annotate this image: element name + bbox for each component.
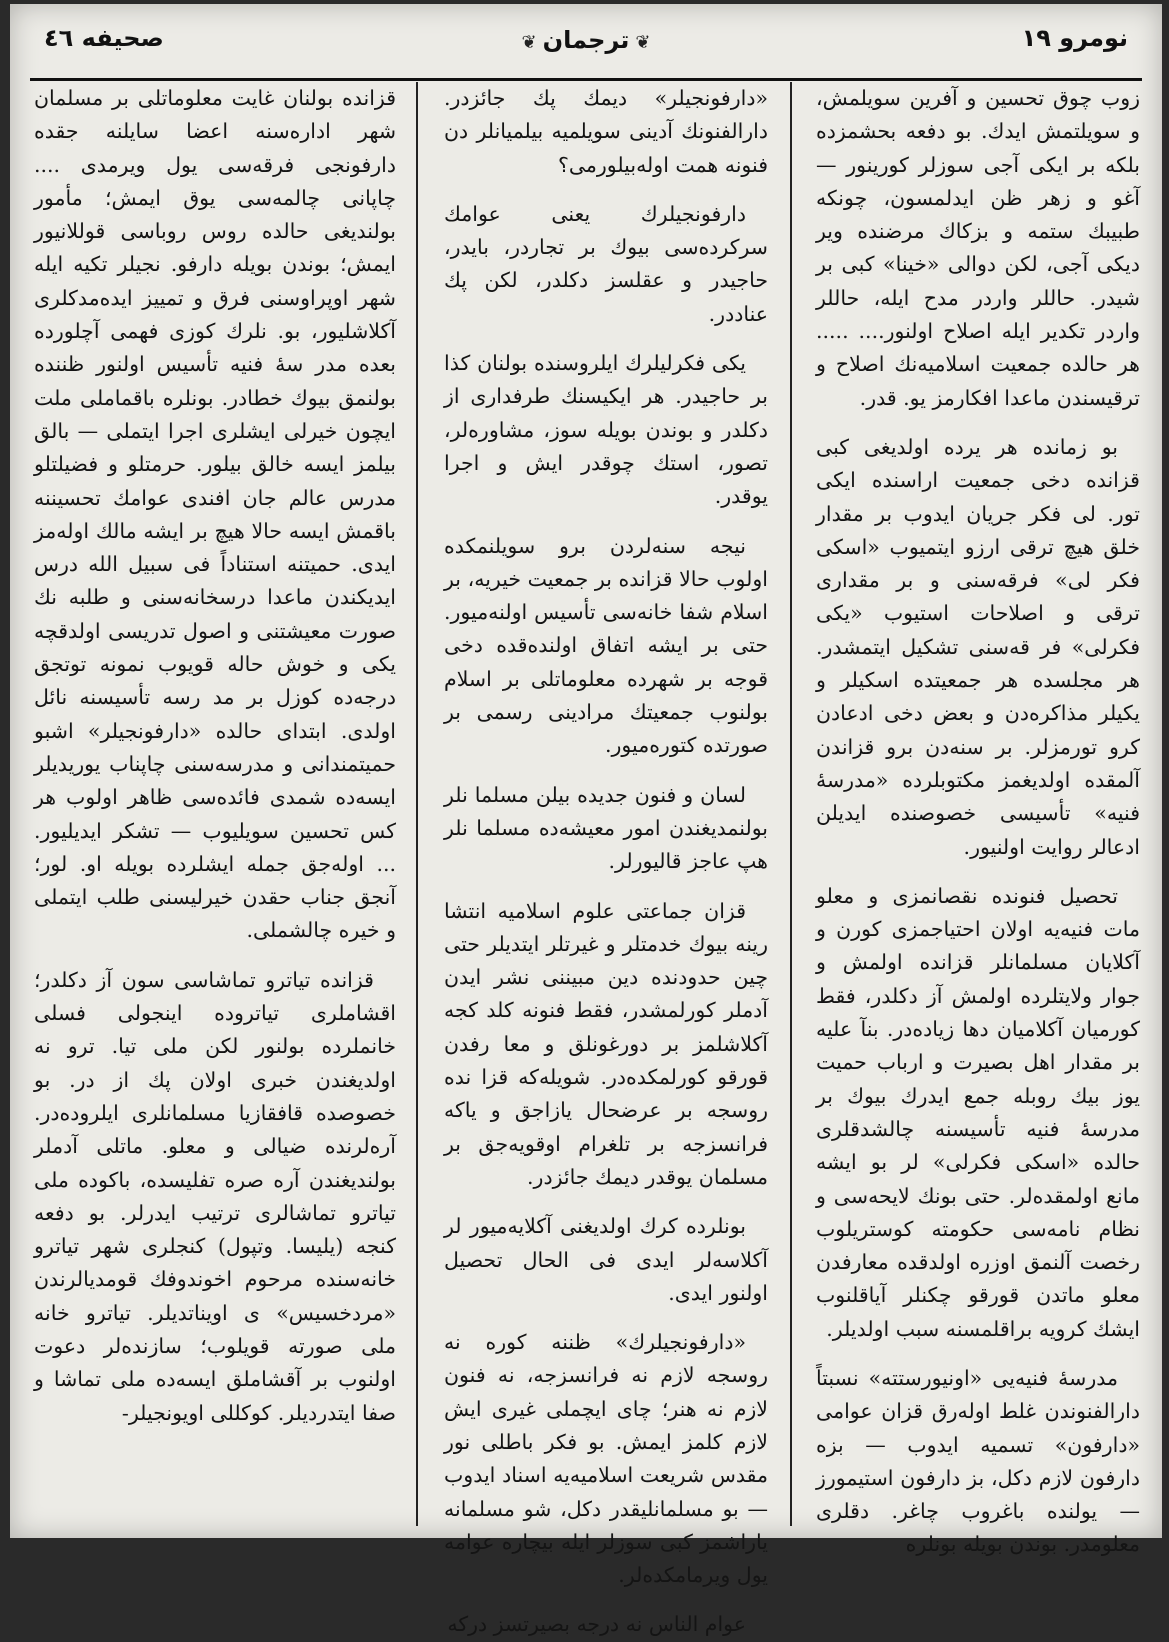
paragraph: یکی فکرلیلرك ایلروسنده بولنان کذا بر حاجیدر. هر ایکیسنك طرفداری از دکلدر و بوندن بویله سوز، مشاوره‌لر، تصور، استك چوقدر ایش و اجرا یوقدر.	[444, 351, 768, 509]
paragraph: قزانده تیاترو تماشاسی سون آز دکلدر؛ اقشاملری تیاتروده اینجولی فسلی خانملرده بولنور لکن ملی تیا. ترو نه اولدیغندن خبری اولان پك از در. بو خصوصده قافقازیا مسلمانلری ایلروده‌در. آره‌لرنده ضیالی و معلو. ماتلی آدملر بولندیغندن آره صره تفلیسده، باکوده ملی تیاترو تماشالری ترتیب ایدرلر. بو دفعه کنجه (یلیسا. وتپول) کنجلری شهر تیاترو خانه‌سنده مرحوم اخوندوفك قومدیالرندن «مردخسیس» ی اویناتدیلر. تیاترو خانه ملی صورته قویلوب؛ سازنده‌لر دعوت اولنوب بر آقشاملق ایسه‌ده ملی تماشا و صفا ایتدردیلر. کوکللی اویونجیلر-	[34, 967, 396, 1425]
ornament-right-icon: ❦	[635, 32, 651, 53]
paragraph: قزان جماعتی علوم اسلامیه انتشا رینه بیوك خدمتلر و غیرتلر ایتدیلر حتی چین حدودنده دین مبیننی نشر ایدن آدملر کورلمشدر، فقط فنونه کلد کجه آکلاشلمز بر دورغونلق و معا رفدن قورقو کورلمکده‌در. شویله‌که قزا نده روسجه بر عرضحال یازاجق و یاکه فرانسزجه بر تلغرام اوقویه‌جق بر مسلمان یوقدر دیمك جائزدر.	[444, 898, 768, 1189]
header-rule	[30, 78, 1142, 81]
paragraph: «دارفونجیلر» دیمك پك جائزدر. دارالفنونك آدینی سویلمیه بیلمیانلر دن فنونه همت اوله‌بیلورمی؟	[444, 86, 768, 177]
paragraph: لسان و فنون جدیده بیلن مسلما نلر بولنمدیغندن امور معیشه‌ده مسلما نلر هپ عاجز قالیورلر.	[444, 782, 768, 874]
column-1	[806, 82, 1150, 1557]
paragraph: قزانده بولنان غایت معلوماتلی بر مسلمان شهر اداره‌سنه اعضا سایلنه جقده دارفونجی فرقه‌سی یول ویرمدی .... چاپانی چالمه‌سی یوق ایمش؛ مأمور بولندیغی حالده روس روباسی قوللانیور ایمش؛ بوندن بویله دارفو. نجیلر تکیه ایله شهر اوپراوسنی فرق و تمییز ایده‌مدکلری آکلاشلیور، بو. نلرك کوزی فهمی آچلورده بعده مدر سهٔ فنیه تأسیس اولنور ظننده بولنمق بیوك خطادر. بونلره باقماملی ملت ایچون خیرلی ایشلری اجرا ایتملی — بالق بیلمز ایسه خالق بیلور. حرمتلو و فضیلتلو مدرس عالم جان افندی عوامك تحسیننه باقمش ایسه حالا هیچ بر ایشه مالك اوله‌مز ایدی. حمیتنه استناداً فی سبیل الله درس ایدیکندن ماعدا درسخانه‌سنی و طلبه نك صورت معیشتنی و اصول تدریسی اولدقچه یکی و خوش حاله قویوب نمونه توتجق درجه‌ده کوزل بر مد رسه تأسیسنه نائل اولدی. ابتدای حالده «دارفونجیلر» اشبو حمیتمندانی و مدرسه‌سنی چاپناب یوریدیلر ایسه‌ده شمدی فائده‌سی ظاهر اولوب هر کس تحسین سویلیوب — تشکر ایدیلیور. ... اوله‌جق جمله ایشلرده بویله او. لور؛ آنجق جناب حقدن خیرلیسنی طلب ایتملی و خیره چالشملی.	[34, 86, 396, 943]
paragraph: مدرسهٔ فنیه‌یی «اونیورستته» نسبتاً دارالفنوندن غلط اوله‌رق قزان عوامی «دارفون» تسمیه ایدوب — بزه دارفون لازم دکل، بز دارفون استیمورز — یولنده باغروب چاغر. دقلری معلومدر. بوندن بویله بونلره	[816, 1365, 1140, 1557]
column-2	[434, 82, 778, 1637]
newspaper-page	[10, 4, 1162, 1637]
paragraph: بو زمانده هر یرده اولدیغی کبی قزانده دخی جمعیت اراسنده ایکی تور. لی فکر جریان ایدوب بر مقدار خلق هیچ ترقی ارزو ایتمیوب «اسکی فکر لی» فرقه‌سنی و بر مقداری ترقی و اصلاحات استیوب «یکی فکرلی» فر قه‌سنی تشکیل ایتمشدر. هر مجلسده هر جمعیتده اسکیلر و یکیلر مذاکره‌دن و بعض دخی ادعادن کرو تورمزلر. بر سنه‌دن برو قزاندن آلمقده اولدیغمز مکتوبلرده «مدرسهٔ فنیه» تأسیسی خصوصنده ایدیلن ادعالر روایت اولنیور.	[816, 434, 1140, 859]
paragraph: نیجه سنه‌لردن برو سویلنمکده اولوب حالا قزانده بر جمعیت خیریه، بر اسلام شفا خانه‌سی تأسیس اولنه‌میور. حتی بر ایشه اتفاق اولنده‌قده دخی قوجه بر شهرده معلوماتلی بر اسلام بولنوب جمعیتك مرادینی رسمی بر صورتده کتوره‌میور.	[444, 533, 768, 758]
page-header	[30, 22, 1142, 66]
masthead-title: ترجمان	[542, 26, 630, 54]
paragraph: دارفونجیلرك یعنی عوامك سرکرده‌سی بیوك بر تجاردر، بایدر، حاجیدر و عقلسز دکلدر، لکن پك عناددر.	[444, 201, 768, 326]
paragraph: «دارفونجیلرك» ظننه کوره نه روسجه لازم نه فرانسزجه، نه فنون لازم نه هنر؛ چای ایچملی غیری ایش لازم کلمز ایمش. بو فکر باطلی نور مقدس شریعت اسلامیه‌یه اسناد ایدوب — بو مسلمانلیقدر دکل، شو مسلمانه یاراشمز کبی سوزلر ایله بیچاره عوامه یول ویرمامکده‌لر.	[444, 1330, 768, 1588]
page-number: صحیفه ٤٦	[44, 24, 164, 52]
column-divider	[790, 82, 792, 1526]
column-3	[24, 82, 406, 1526]
paragraph: بونلرده کرك اولدیغنی آکلایه‌میور لر آکلاسه‌لر ایدی فی الحال تحصیل اولنور ایدی.	[444, 1214, 768, 1305]
article-columns	[22, 82, 1150, 1637]
paragraph: عوام الناس نه درجه بصیرتسز درکه	[447, 1612, 746, 1637]
paragraph: زوب چوق تحسین و آفرین سویلمش، و سویلتمش ایدك. بو دفعه بحشمزده بلکه بر ایکی آجی سوزلر کورینور — آغو و زهر ظن ایدلمسون، چونکه طبیبك ستمه و بزکاك مرضنده ویر دیکی آجی، لکن دوالی «خینا» کبی بر شیدر. حاللر واردر مدح ایله، حاللر واردر تکدیر ایله اصلاح اولنور.... ..... هر حالده جمعیت اسلامیه‌نك اصلاح و ترقیسندن ماعدا افکارمز یو. قدر.	[816, 86, 1140, 410]
column-divider	[416, 82, 418, 1526]
ornament-left-icon: ❦	[521, 32, 537, 53]
paragraph: تحصیل فنونده نقصانمزی و معلو مات فنیه‌یه اولان احتیاجمزی کورن و آکلایان مسلمانلر قزانده اولمش و جوار ولایتلرده اولمش آز دکلدر، فقط کورمیان آکلامیان دها زیاده‌در. بنآ علیه بر مقدار اهل بصیرت و ارباب حمیت یوز بیك روبله جمع ایدرك بیوك بر مدرسهٔ فنیه تأسیسنه چالشدقلری حالده «اسکی فکرلی» لر بو ایشه مانع اولمقده‌لر. حتی بونك لایحه‌سی و نظام نامه‌سی حکومته کوستریلوب رخصت آلنمق اوزره اولدقده معارفدن معلو ماتدن قورقو چکنلر آیاقلنوب ایشك کرویه براقلمسنه سبب اولدیلر.	[816, 883, 1140, 1341]
issue-number: نومرو ١٩	[1021, 24, 1128, 52]
masthead	[515, 26, 656, 54]
